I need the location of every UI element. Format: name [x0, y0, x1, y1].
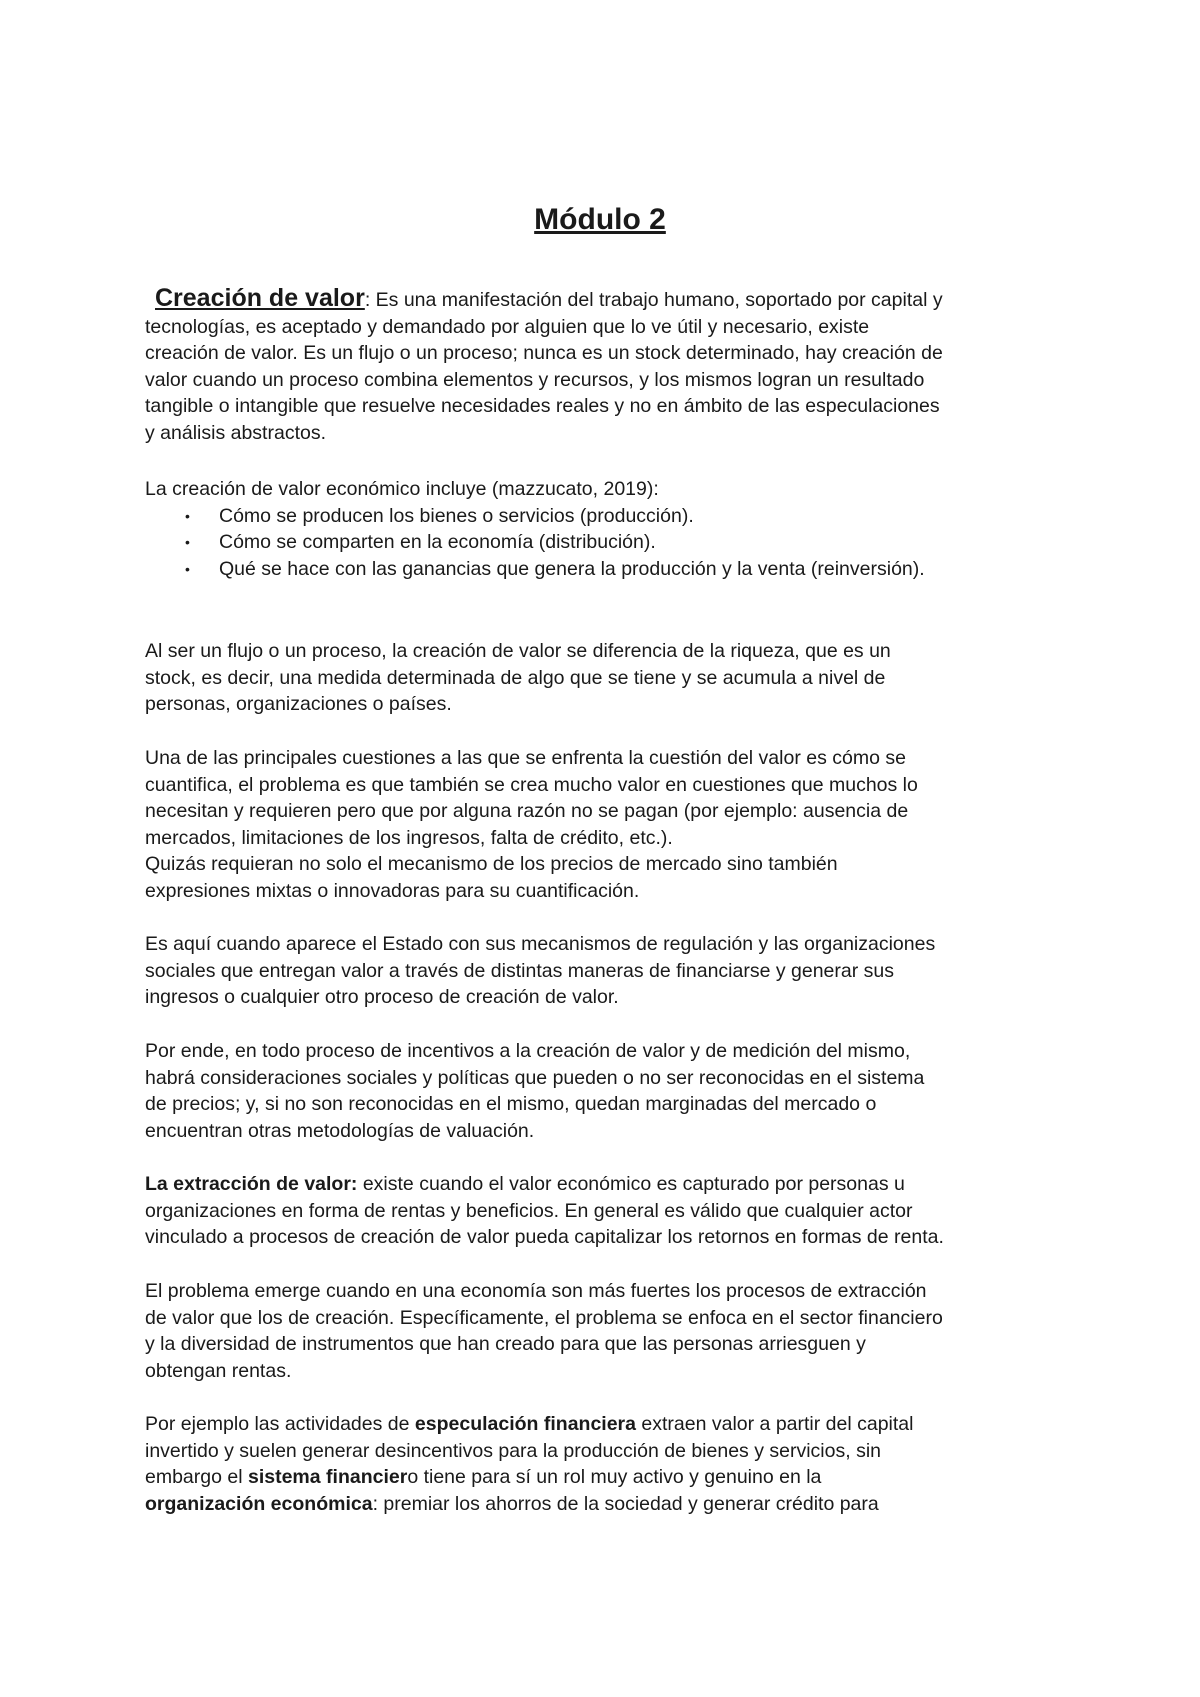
bullet-list — [145, 503, 1070, 583]
text-line: expresiones mixtas o innovadoras para su cuantificación. — [145, 879, 640, 902]
text-line: cuantifica, el problema es que también se crea mucho valor en cuestiones que muchos lo — [145, 773, 918, 796]
text-line: Por ende, en todo proceso de incentivos a la creación de valor y de medición del mismo, — [145, 1040, 911, 1062]
text-line: ingresos o cualquier otro proceso de creación de valor. — [145, 986, 619, 1009]
section-heading: Creación de valor — [155, 284, 365, 312]
paragraph-estado — [145, 931, 1070, 1011]
text-line: stock, es decir, una medida determinada de algo que se tiene y se acumula a nivel de — [145, 666, 886, 689]
text-line: de precios; y, si no son reconocidas en el mismo, quedan marginadas del mercado o — [145, 1093, 877, 1116]
text-line: organizaciones en forma de rentas y beneficios. En general es válido que cualquier actor — [145, 1199, 913, 1222]
list-intro: La creación de valor económico incluye (mazzucato, 2019): — [145, 478, 659, 500]
text-line: existe cuando el valor económico es capturado por personas u — [357, 1173, 905, 1195]
list-item — [145, 556, 1070, 583]
text-line: invertido y suelen generar desincentivos para la producción de bienes y servicios, sin — [145, 1439, 881, 1462]
paragraph-cuantificacion — [145, 745, 1070, 905]
paragraph-riqueza — [145, 638, 1070, 718]
paragraph — [145, 285, 1070, 447]
heading-colon: : — [364, 289, 371, 311]
page-title: Módulo 2 — [534, 203, 666, 236]
text-line: encuentran otras metodologías de valuación. — [145, 1119, 535, 1142]
text-fragment: : premiar los ahorros de la sociedad y generar crédito para — [372, 1492, 879, 1515]
term-sistema-financiero: sistema financier — [247, 1466, 408, 1489]
text-line: Una de las principales cuestiones a las que se enfrenta la cuestión del valor es cómo se — [145, 747, 906, 769]
term-organizacion-economica: organización económica — [145, 1492, 373, 1515]
bullet-icon: • — [185, 534, 190, 551]
list-item-text: Qué se hace con las ganancias que genera la producción y la venta (reinversión). — [219, 557, 925, 580]
text-line: creación de valor. Es un flujo o un proceso; nunca es un stock determinado, hay creación de — [145, 342, 943, 365]
term-especulacion-financiera: especulación financiera — [414, 1413, 636, 1435]
text-line: personas, organizaciones o países. — [145, 693, 452, 716]
list-item-text: Cómo se comparten en la economía (distribución). — [219, 531, 656, 554]
text-line: habrá consideraciones sociales y políticas que pueden o no ser reconocidas en el sistema — [145, 1066, 925, 1089]
text-line: vinculado a procesos de creación de valor pueda capitalizar los retornos en formas de renta. — [145, 1226, 944, 1249]
text-line: Es una manifestación del trabajo humano, soportado por capital y — [370, 289, 943, 311]
text-line: tangible o intangible que resuelve necesidades reales y no en ámbito de las especulaciones — [145, 395, 940, 418]
text-line: necesitan y requieren pero que por alguna razón no se pagan (por ejemplo: ausencia de — [145, 800, 909, 823]
text-fragment: embargo el — [145, 1466, 248, 1489]
paragraph-extraccion — [145, 1171, 1070, 1251]
text-line: tecnologías, es aceptado y demandado por alguien que lo ve útil y necesario, existe — [145, 315, 870, 338]
text-line: El problema emerge cuando en una economía son más fuertes los procesos de extracción — [145, 1280, 927, 1302]
text-line: valor cuando un proceso combina elementos y recursos, y los mismos logran un resultado — [145, 368, 925, 391]
bullet-icon: • — [185, 507, 190, 524]
paragraph-incentivos — [145, 1038, 1070, 1144]
list-item — [145, 529, 1070, 556]
bullet-icon: • — [185, 560, 190, 577]
value-list-section — [145, 476, 1070, 582]
text-fragment: Por ejemplo las actividades de — [145, 1413, 415, 1435]
list-item-text: Cómo se producen los bienes o servicios (producción). — [219, 504, 694, 527]
term-extraccion: La extracción de valor: — [145, 1173, 358, 1195]
text-line: sociales que entregan valor a través de distintas maneras de financiarse y generar sus — [145, 959, 894, 982]
list-item — [145, 503, 1070, 530]
text-line: y análisis abstractos. — [145, 421, 326, 444]
text-fragment: o tiene para sí un rol muy activo y genuino en la — [407, 1466, 822, 1489]
paragraph-especulacion — [145, 1411, 1070, 1517]
paragraph-problema — [145, 1278, 1070, 1384]
text-line: mercados, limitaciones de los ingresos, falta de crédito, etc.). — [145, 826, 673, 849]
text-line: obtengan rentas. — [145, 1359, 292, 1382]
text-line: Es aquí cuando aparece el Estado con sus mecanismos de regulación y las organizaciones — [145, 933, 936, 955]
text-line: Al ser un flujo o un proceso, la creación de valor se diferencia de la riqueza, que es un — [145, 640, 891, 662]
text-line: Quizás requieran no solo el mecanismo de los precios de mercado sino también — [145, 853, 838, 876]
text-fragment: extraen valor a partir del capital — [636, 1413, 914, 1435]
text-line: de valor que los de creación. Específicamente, el problema se enfoca en el sector financiero — [145, 1306, 943, 1329]
section-creacion-de-valor — [145, 285, 1070, 447]
text-line: y la diversidad de instrumentos que han creado para que las personas arriesguen y — [145, 1333, 866, 1356]
